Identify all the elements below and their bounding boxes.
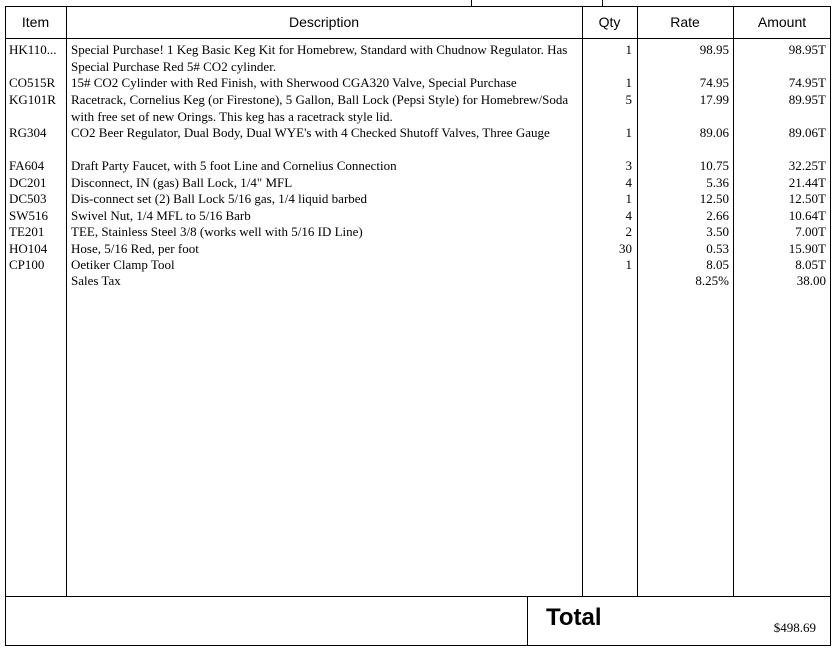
column-divider <box>66 6 67 596</box>
item-description: Sales Tax <box>71 273 121 288</box>
item-description: Swivel Nut, 1/4 MFL to 5/16 Barb <box>71 208 251 223</box>
item-qty: 5 <box>625 92 632 107</box>
item-rate: 0.53 <box>706 241 729 256</box>
header-description: Description <box>66 6 582 39</box>
item-rate: 12.50 <box>699 191 729 206</box>
item-rate: 17.99 <box>699 92 729 107</box>
item-description: Dis-connect set (2) Ball Lock 5/16 gas, 1/4 liquid barbed <box>71 191 368 206</box>
item-rate: 5.36 <box>706 175 729 190</box>
item-rate: 2.66 <box>706 208 729 223</box>
header-amount: Amount <box>733 6 831 39</box>
item-amount: 10.64T <box>788 208 826 223</box>
item-qty: 30 <box>619 241 632 256</box>
item-code: TE201 <box>9 224 45 239</box>
item-description: CO2 Beer Regulator, Dual Body, Dual WYE's with 4 Checked Shutoff Valves, Three Gauge <box>71 125 550 140</box>
item-qty: 1 <box>625 42 632 57</box>
item-amount: 8.05T <box>795 257 826 272</box>
item-code: KG101R <box>9 92 56 107</box>
item-amount: 98.95T <box>788 42 826 57</box>
item-description: Draft Party Faucet, with 5 foot Line and Cornelius Connection <box>71 158 397 173</box>
header-rate: Rate <box>637 6 733 39</box>
item-code: CP100 <box>9 257 45 272</box>
item-description: 15# CO2 Cylinder with Red Finish, with Sherwood CGA320 Valve, Special Purchase <box>71 75 517 90</box>
total-divider-vertical <box>527 596 528 646</box>
item-code: DC503 <box>9 191 47 206</box>
item-rate: 8.05 <box>706 257 729 272</box>
item-code: SW516 <box>9 208 48 223</box>
item-amount: 38.00 <box>796 273 826 288</box>
item-description: TEE, Stainless Steel 3/8 (works well with 5/16 ID Line) <box>71 224 363 239</box>
item-amount: 15.90T <box>788 241 826 256</box>
item-code: HK110... <box>9 42 57 57</box>
header-qty: Qty <box>582 6 637 39</box>
item-amount: 74.95T <box>788 75 826 90</box>
item-qty: 1 <box>625 191 632 206</box>
item-qty: 1 <box>625 257 632 272</box>
item-qty: 2 <box>625 224 632 239</box>
item-rate: 8.25% <box>695 273 729 288</box>
item-code: RG304 <box>9 125 47 140</box>
item-description: Disconnect, IN (gas) Ball Lock, 1/4" MFL <box>71 175 293 190</box>
item-amount: 89.95T <box>788 92 826 107</box>
item-qty: 1 <box>625 125 632 140</box>
item-rate: 74.95 <box>699 75 729 90</box>
item-rate: 3.50 <box>706 224 729 239</box>
item-description: Racetrack, Cornelius Keg (or Firestone), 5 Gallon, Ball Lock (Pepsi Style) for Homebrew/Soda with free set of new Orings. This keg has a racetrack style lid. <box>71 92 569 124</box>
item-rate: 89.06 <box>699 125 729 140</box>
item-amount: 32.25T <box>788 158 826 173</box>
item-amount: 7.00T <box>795 224 826 239</box>
item-qty: 3 <box>625 158 632 173</box>
item-description: Hose, 5/16 Red, per foot <box>71 241 199 256</box>
item-amount: 12.50T <box>788 191 826 206</box>
header-item: Item <box>5 6 66 39</box>
item-qty: 1 <box>625 75 632 90</box>
item-description: Oetiker Clamp Tool <box>71 257 175 272</box>
item-amount: 89.06T <box>788 125 826 140</box>
item-description: Special Purchase! 1 Keg Basic Keg Kit for Homebrew, Standard with Chudnow Regulator. Has Special Purchase Red 5# CO2 cylinder. <box>71 42 568 74</box>
item-qty: 4 <box>625 175 632 190</box>
total-divider <box>5 596 831 597</box>
item-code: CO515R <box>9 75 56 90</box>
item-code: HO104 <box>9 241 48 256</box>
item-rate: 10.75 <box>699 158 729 173</box>
item-amount: 21.44T <box>788 175 826 190</box>
item-code: DC201 <box>9 175 47 190</box>
item-code: FA604 <box>9 158 45 173</box>
total-value: $498.69 <box>773 620 816 635</box>
item-rate: 98.95 <box>699 42 729 57</box>
item-qty: 4 <box>625 208 632 223</box>
total-label: Total <box>546 604 602 631</box>
